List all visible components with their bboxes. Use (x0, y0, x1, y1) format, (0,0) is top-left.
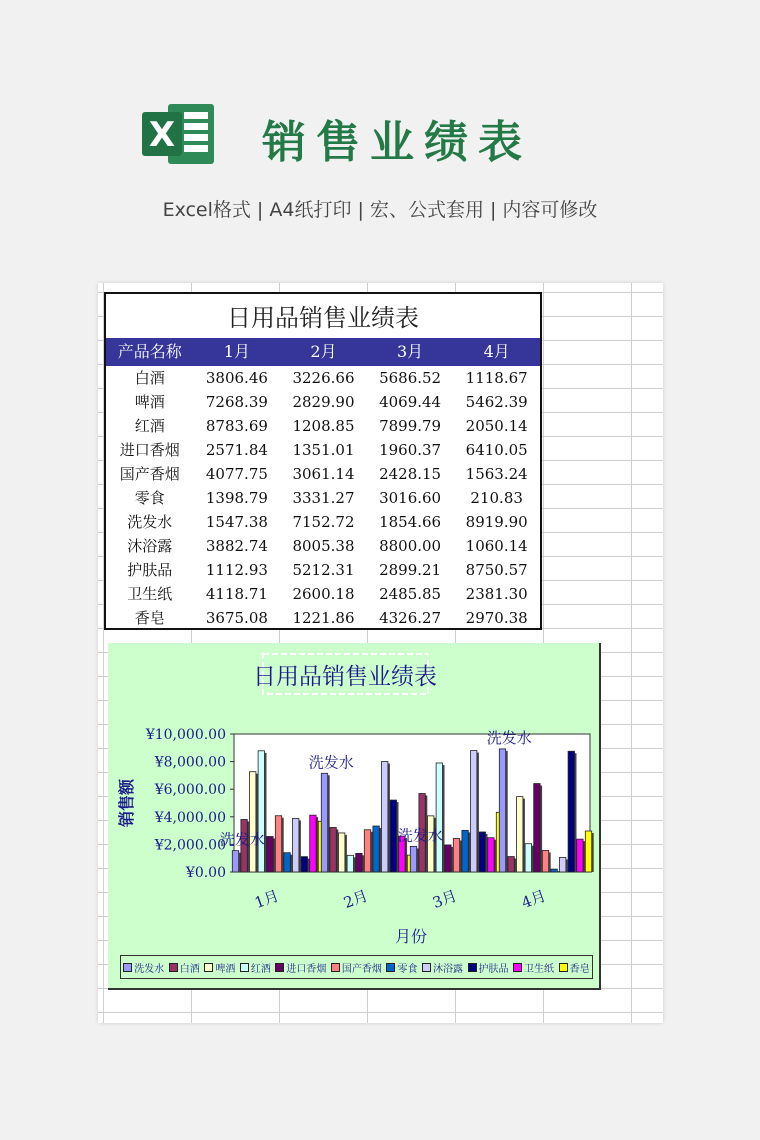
y-tick-label: ¥10,000.00 (145, 727, 226, 743)
x-tick-label: 4月 (519, 886, 549, 912)
bar (284, 853, 290, 872)
table-row (106, 582, 540, 606)
sales-value-cell: 5462.39 (465, 393, 528, 411)
table-row (106, 534, 540, 558)
data-label: 洗发水 (308, 753, 354, 772)
sales-value-cell: 3061.14 (292, 465, 355, 483)
data-label: 洗发水 (486, 728, 532, 747)
bar (250, 772, 256, 872)
product-name-cell: 白酒 (134, 369, 165, 387)
table-row (106, 606, 540, 630)
legend-item (204, 960, 235, 975)
subtitle: Excel格式 | A4纸打印 | 宏、公式套用 | 内容可修改 (162, 199, 598, 221)
sales-value-cell: 5212.31 (292, 561, 355, 579)
x-tick-label: 2月 (341, 886, 371, 912)
legend-swatch (169, 963, 178, 972)
sales-value-cell: 8919.90 (465, 513, 528, 531)
page-title: 销售业绩表 (262, 117, 532, 168)
product-name-cell: 护肤品 (127, 561, 173, 579)
sales-value-cell: 2899.21 (379, 561, 442, 579)
bar (560, 857, 566, 872)
legend-item (123, 960, 164, 975)
table-row (106, 558, 540, 582)
bar-chart (108, 643, 599, 988)
legend-swatch (422, 963, 431, 972)
column-header: 产品名称 (117, 342, 182, 361)
sales-value-cell: 2381.30 (465, 585, 528, 603)
legend-item (468, 960, 509, 975)
bar (293, 818, 299, 872)
table-header-row (106, 338, 540, 366)
legend-swatch (331, 963, 340, 972)
chart-title: 日用品销售业绩表 (253, 664, 437, 690)
sales-value-cell: 2485.85 (379, 585, 442, 603)
legend-item (559, 960, 590, 975)
sales-value-cell: 1351.01 (292, 441, 355, 459)
legend-item (513, 960, 554, 975)
bar (258, 751, 264, 872)
sales-value-cell: 7268.39 (205, 393, 268, 411)
legend-label: 护肤品 (478, 963, 509, 975)
chart-legend (120, 955, 593, 979)
bar (356, 853, 362, 872)
legend-swatch (559, 963, 568, 972)
product-name-cell: 国产香烟 (119, 465, 180, 483)
sales-value-cell: 6410.05 (465, 441, 528, 459)
sales-value-cell: 1398.79 (205, 489, 268, 507)
legend-label: 零食 (397, 963, 418, 975)
sales-value-cell: 3226.66 (292, 369, 355, 387)
legend-label: 白酒 (179, 963, 200, 975)
bar (499, 749, 505, 872)
product-name-cell: 啤酒 (134, 393, 165, 411)
y-axis-label: 销售额 (117, 778, 136, 828)
sales-value-cell: 7152.72 (292, 513, 355, 531)
product-name-cell: 进口香烟 (119, 441, 180, 459)
legend-swatch (240, 963, 249, 972)
bar (330, 827, 336, 872)
y-tick-label: ¥0.00 (185, 865, 226, 881)
legend-label: 卫生纸 (524, 963, 555, 975)
y-tick-label: ¥6,000.00 (154, 782, 226, 799)
product-name-cell: 洗发水 (127, 513, 173, 531)
sales-value-cell: 1060.14 (465, 537, 528, 555)
bar (275, 816, 281, 872)
column-header: 3月 (396, 342, 424, 361)
legend-label: 国产香烟 (341, 963, 382, 975)
sales-value-cell: 1112.93 (205, 561, 268, 579)
legend-item (275, 960, 326, 975)
legend-item (169, 960, 200, 975)
table-body (106, 366, 540, 630)
sales-value-cell: 210.83 (470, 489, 523, 507)
product-name-cell: 香皂 (134, 609, 165, 627)
bar (471, 751, 477, 872)
legend-item (240, 960, 271, 975)
sales-value-cell: 1118.67 (465, 369, 528, 387)
sales-value-cell: 2970.38 (465, 609, 528, 627)
table-row (106, 438, 540, 462)
sales-value-cell: 8783.69 (205, 417, 268, 435)
product-name-cell: 沐浴露 (127, 537, 173, 555)
sales-value-cell: 2600.18 (292, 585, 355, 603)
sales-value-cell: 1960.37 (379, 441, 442, 459)
excel-icon (140, 100, 218, 168)
bar (568, 751, 574, 872)
bar (321, 773, 327, 872)
legend-label: 进口香烟 (286, 963, 327, 975)
bar (267, 837, 273, 872)
sales-value-cell: 3675.08 (205, 609, 268, 627)
bar (453, 838, 459, 872)
legend-swatch (123, 963, 132, 972)
legend-label: 啤酒 (215, 963, 236, 975)
bar (347, 855, 353, 872)
legend-swatch (275, 963, 284, 972)
legend-label: 洗发水 (134, 963, 165, 975)
y-tick-label: ¥4,000.00 (154, 809, 226, 826)
bar (382, 762, 388, 872)
legend-item (331, 960, 382, 975)
sales-value-cell: 1208.85 (292, 417, 355, 435)
bar (479, 832, 485, 872)
sales-value-cell: 4118.71 (205, 585, 268, 603)
x-axis-label: 月份 (394, 927, 428, 946)
bar (542, 850, 548, 872)
product-name-cell: 卫生纸 (127, 585, 173, 603)
bar (232, 851, 238, 872)
column-header: 4月 (483, 342, 510, 361)
legend-label: 红酒 (250, 963, 271, 975)
sales-chart (108, 643, 601, 990)
bar (508, 857, 514, 872)
page-header (0, 88, 760, 178)
data-label: 洗发水 (397, 826, 443, 845)
bar (462, 830, 468, 872)
table-row (106, 390, 540, 414)
bar (551, 869, 557, 872)
bar (517, 797, 523, 872)
product-name-cell: 红酒 (134, 417, 165, 435)
sales-value-cell: 4326.27 (379, 609, 442, 627)
table-title: 日用品销售业绩表 (227, 304, 419, 332)
bar (445, 845, 451, 872)
bar (390, 800, 396, 872)
table-row (106, 462, 540, 486)
bar (410, 846, 416, 872)
data-label: 洗发水 (219, 830, 265, 849)
excel-logo-letter: X (148, 115, 176, 155)
bar (525, 844, 531, 872)
legend-label: 香皂 (569, 963, 590, 975)
sales-value-cell: 7899.79 (379, 417, 442, 435)
legend-label: 沐浴露 (432, 963, 463, 975)
x-tick-label: 3月 (430, 886, 460, 912)
column-header: 2月 (310, 342, 337, 361)
x-tick-label: 1月 (252, 886, 282, 912)
sales-value-cell: 8750.57 (465, 561, 528, 579)
sales-value-cell: 8800.00 (379, 537, 442, 555)
sales-value-cell: 2571.84 (205, 441, 268, 459)
legend-item (422, 960, 463, 975)
sales-value-cell: 1221.86 (292, 609, 355, 627)
sales-value-cell: 4069.44 (379, 393, 442, 411)
sales-value-cell: 8005.38 (292, 537, 355, 555)
bar (534, 784, 540, 872)
y-tick-label: ¥2,000.00 (154, 837, 226, 854)
y-tick-label: ¥8,000.00 (154, 754, 226, 771)
bar (373, 826, 379, 872)
bar (364, 830, 370, 872)
table-row (106, 366, 540, 390)
sales-value-cell: 3882.74 (205, 537, 268, 555)
bar (488, 838, 494, 872)
sales-value-cell: 3016.60 (379, 489, 442, 507)
sales-value-cell: 4077.75 (205, 465, 268, 483)
sales-value-cell: 1547.38 (205, 513, 268, 531)
bar (339, 833, 345, 872)
table-row (106, 510, 540, 534)
bar (301, 857, 307, 872)
sales-value-cell: 2428.15 (379, 465, 442, 483)
sales-value-cell: 1854.66 (379, 513, 442, 531)
product-name-cell: 零食 (134, 489, 165, 507)
bar (585, 831, 591, 872)
legend-swatch (204, 963, 213, 972)
bar (310, 815, 316, 872)
column-header: 1月 (223, 342, 250, 361)
legend-swatch (386, 963, 395, 972)
legend-item (386, 960, 417, 975)
table-row (106, 414, 540, 438)
sales-value-cell: 2829.90 (292, 393, 355, 411)
bar (436, 763, 442, 872)
sales-value-cell: 3331.27 (292, 489, 355, 507)
legend-swatch (468, 963, 477, 972)
sales-value-cell: 2050.14 (465, 417, 528, 435)
sales-value-cell: 3806.46 (205, 369, 268, 387)
bar (577, 839, 583, 872)
sales-value-cell: 5686.52 (379, 369, 442, 387)
sales-table (104, 292, 542, 630)
sales-value-cell: 1563.24 (465, 465, 528, 483)
table-row (106, 486, 540, 510)
legend-swatch (513, 963, 522, 972)
